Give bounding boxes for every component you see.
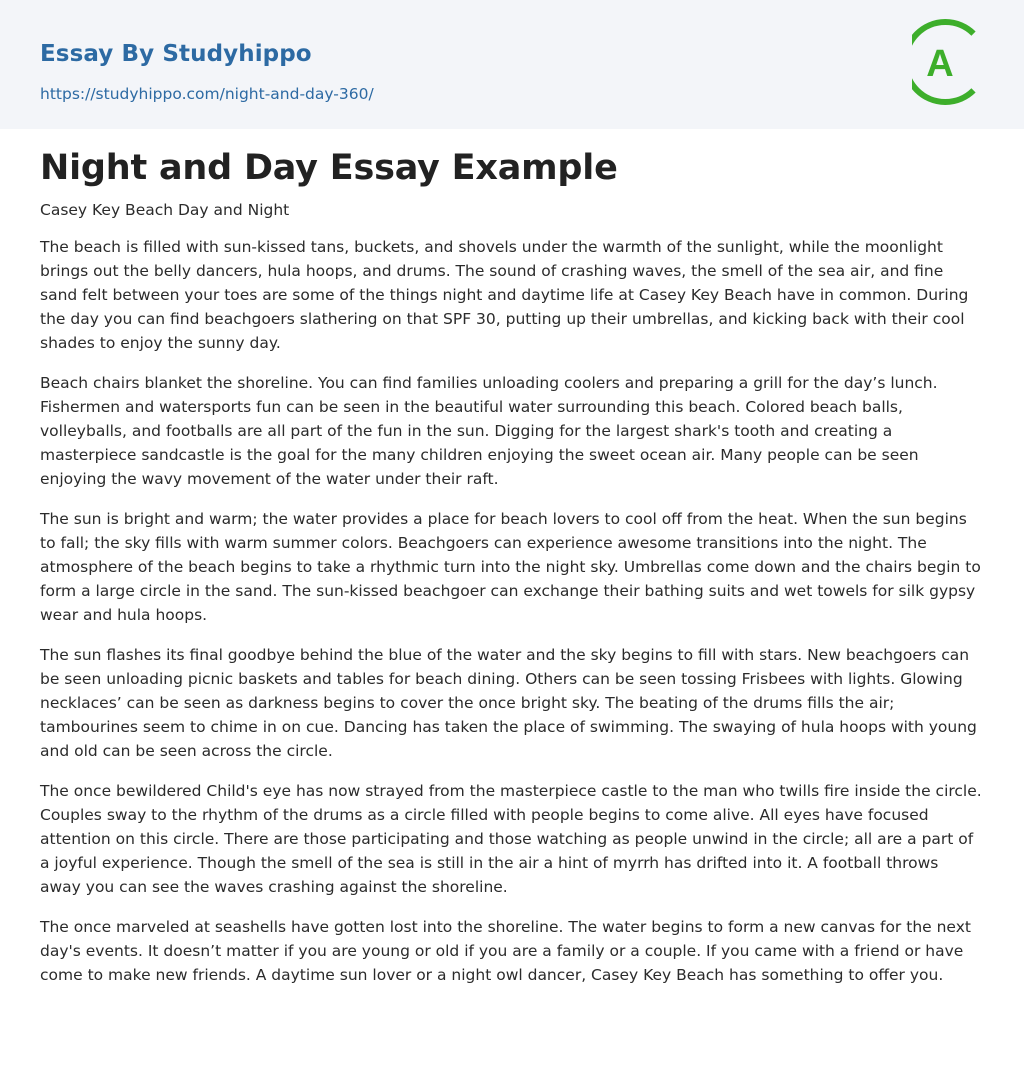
essay-content [0, 129, 1024, 987]
essay-subtitle: Casey Key Beach Day and Night [40, 201, 290, 219]
essay-paragraph: The sun is bright and warm; the water provides a place for beach lovers to cool off from the heat. When the sun begins to fall; the sky fills with warm summer colors. Beachgoers can experience awesome transitions into the night. The atmosphere of the beach begins to take a rhythmic turn into the night sky. Umbrellas come down and the chairs begin to form a large circle in the sand. The sun-kissed beachgoer can exchange their bathing suits and wet towels for silk gypsy wear and hula hoops. [40, 510, 981, 624]
essay-url-link[interactable]: https://studyhippo.com/night-and-day-360/ [40, 85, 374, 103]
site-brand[interactable]: Essay By Studyhippo [40, 41, 312, 67]
essay-paragraph: The sun flashes its final goodbye behind the blue of the water and the sky begins to fill with stars. New beachgoers can be seen unloading picnic baskets and tables for beach dining. Others can be seen tossing Frisbees with lights. Glowing necklaces’ can be seen as darkness begins to cover the once bright sky. The beating of the drums fills the air; tambourines seem to chime in on cue. Dancing has taken the place of swimming. The swaying of hula hoops with young and old can be seen across the circle. [40, 646, 977, 760]
essay-paragraph: The beach is filled with sun-kissed tans, buckets, and shovels under the warmth of the sunlight, while the moonlight brings out the belly dancers, hula hoops, and drums. The sound of crashing waves, the smell of the sea air, and fine sand felt between your toes are some of the things night and daytime life at Casey Key Beach have in common. During the day you can find beachgoers slathering on that SPF 30, putting up their umbrellas, and kicking back with their cool shades to enjoy the sunny day. [40, 238, 969, 352]
essay-paragraph: Beach chairs blanket the shoreline. You can find families unloading coolers and preparing a grill for the day’s lunch. Fishermen and watersports fun can be seen in the beautiful water surrounding this beach. Colored beach balls, volleyballs, and footballs are all part of the fun in the sun. Digging for the largest shark's tooth and creating a masterpiece sandcastle is the goal for the many children enjoying the sweet ocean air. Many people can be seen enjoying the wavy movement of the water under their raft. [40, 374, 938, 488]
page-title: Night and Day Essay Example [40, 148, 618, 188]
essay-paragraph: The once marveled at seashells have gotten lost into the shoreline. The water begins to form a new canvas for the next day's events. It doesn’t matter if you are young or old if you are a family or a couple. If you came with a friend or have come to make new friends. A daytime sun lover or a night owl dancer, Casey Key Beach has something to offer you. [40, 918, 971, 984]
logo-letter: A [926, 43, 954, 85]
essay-paragraph: The once bewildered Child's eye has now strayed from the masterpiece castle to the man who twills fire inside the circle. Couples sway to the rhythm of the drums as a circle filled with people begins to come alive. All eyes have focused attention on this circle. There are those participating and those watching as people unwind in the circle; all are a part of a joyful experience. Though the smell of the sea is still in the air a hint of myrrh has drifted into it. A football throws away you can see the waves crashing against the shoreline. [40, 782, 982, 896]
studyhippo-logo-icon[interactable] [912, 18, 986, 106]
page-header [0, 0, 1024, 129]
